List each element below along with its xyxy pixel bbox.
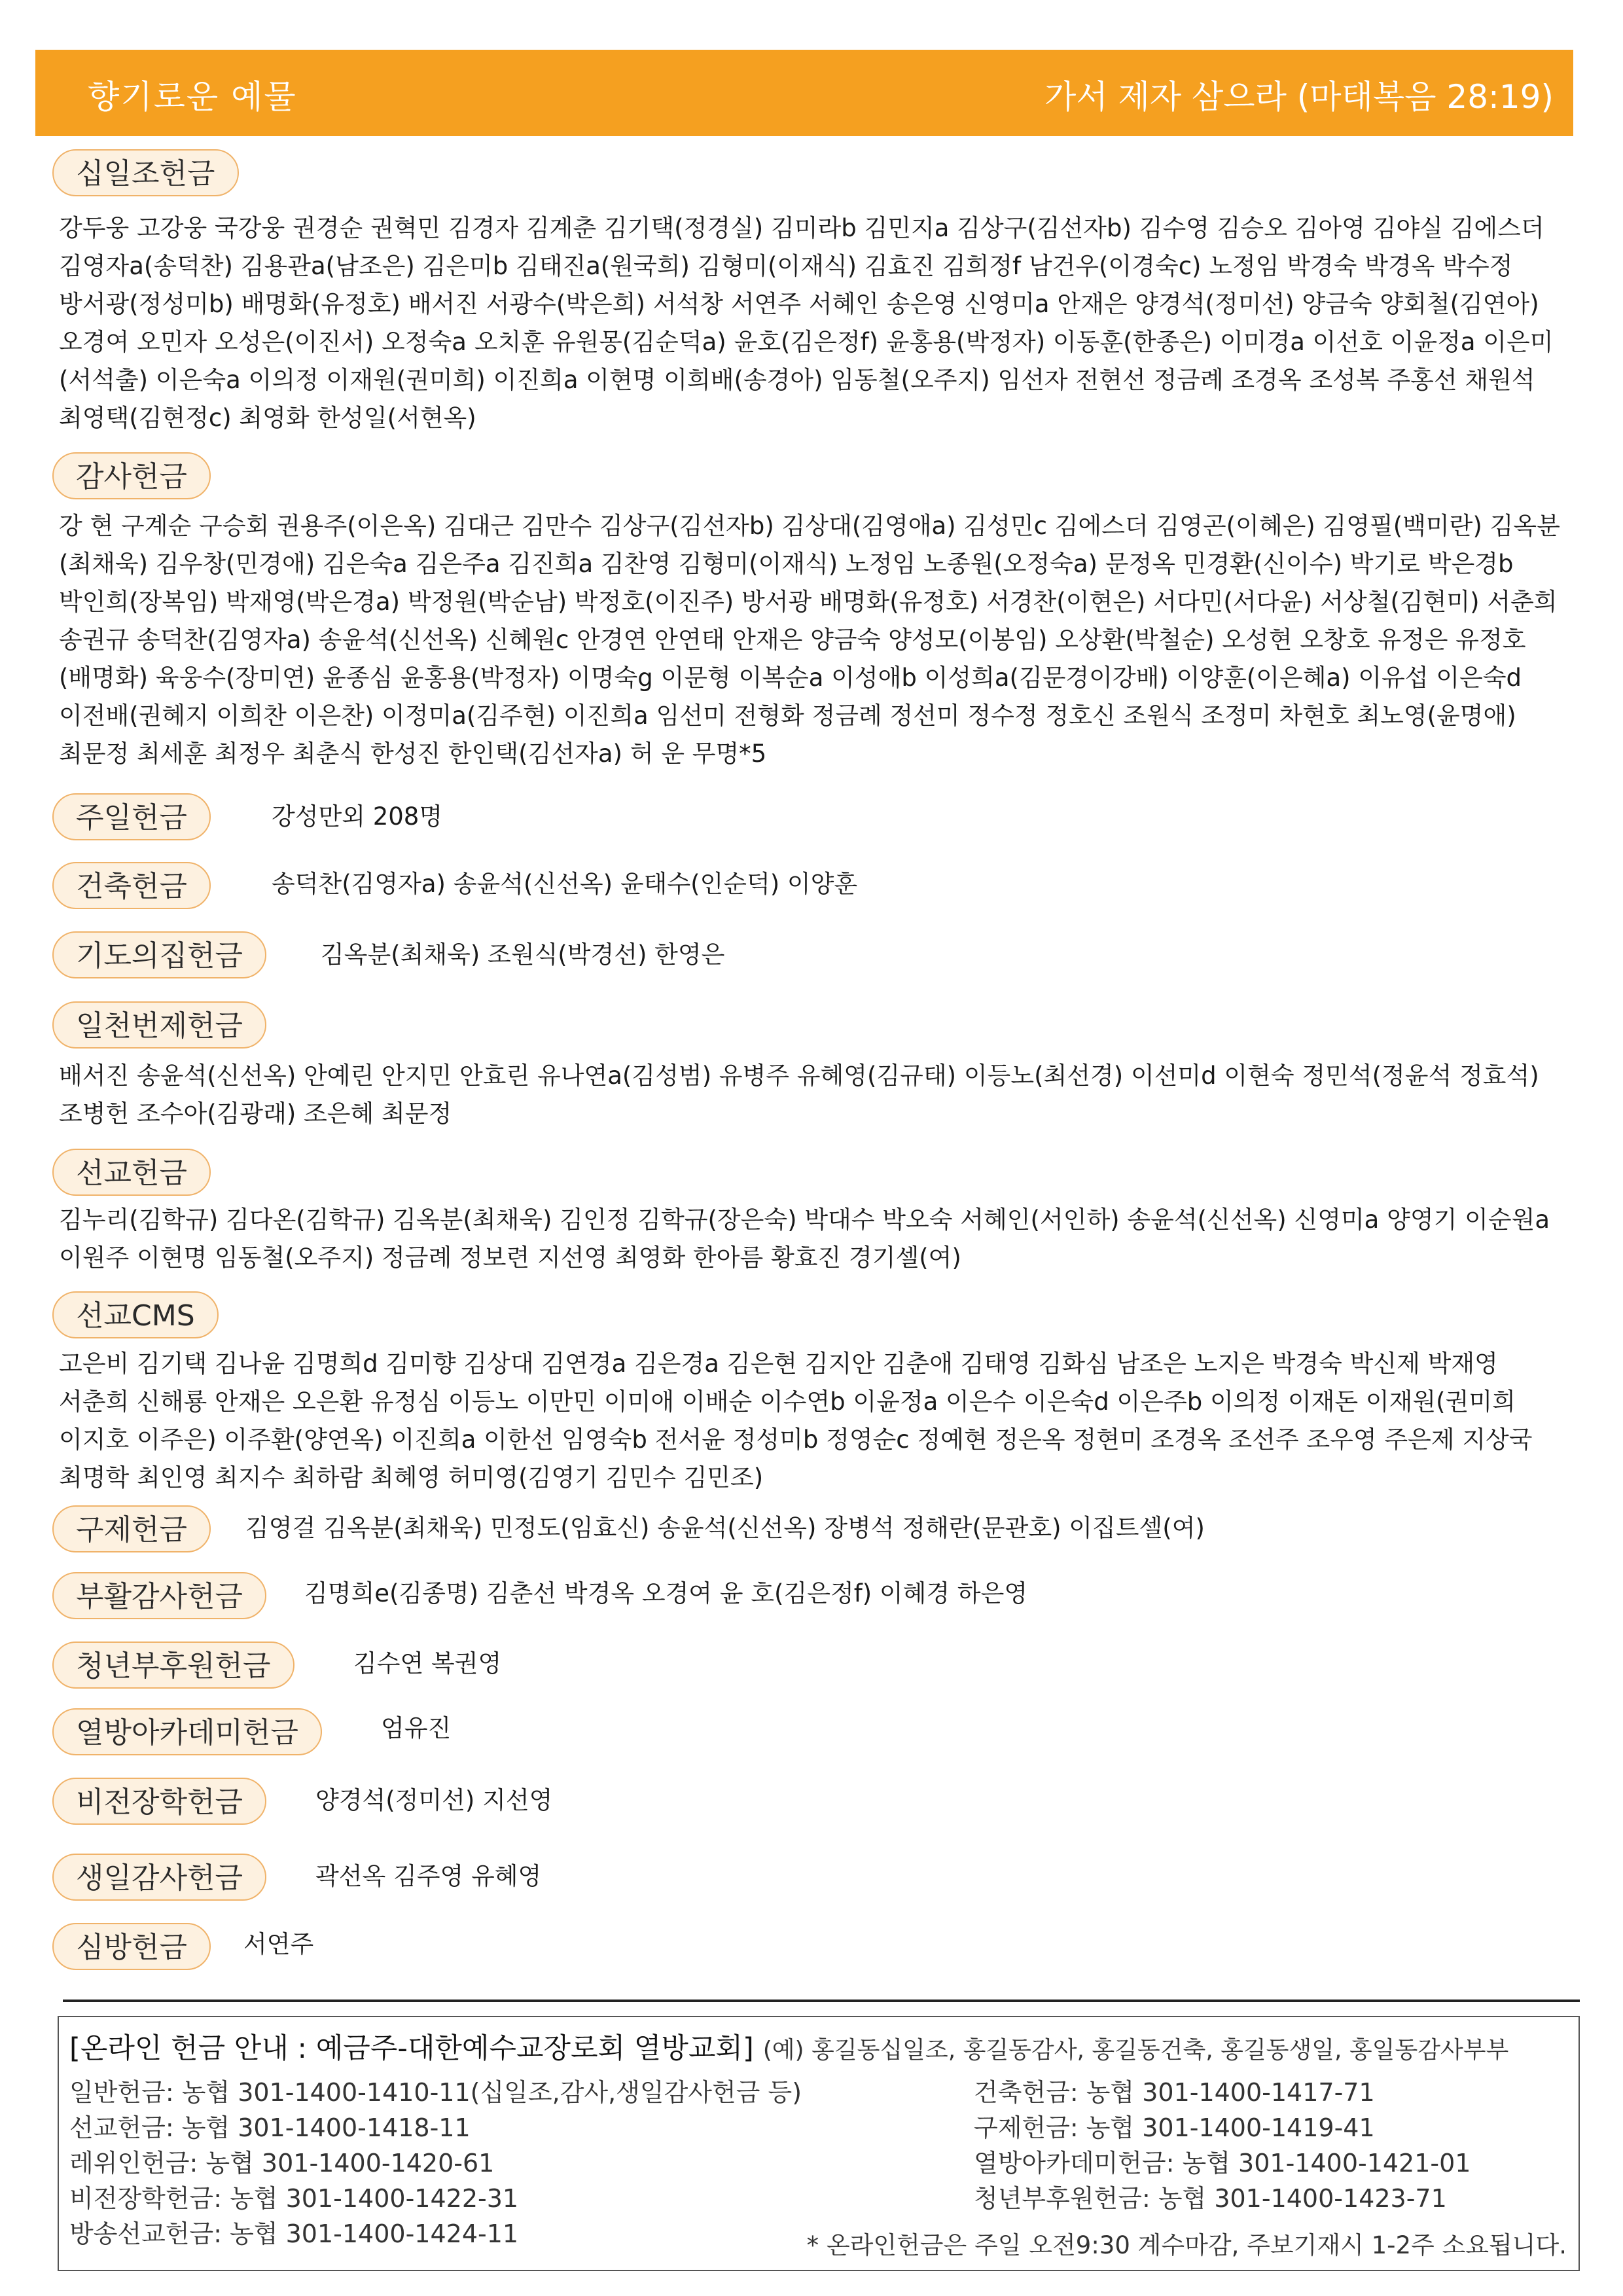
section-names-birthday: 곽선옥 김주영 유혜영 <box>315 1862 542 1890</box>
header-verse: 가서 제자 삼으라 (마태복음 28:19) <box>1044 78 1554 116</box>
section-label-vision: 비전장학헌금 <box>52 1778 266 1825</box>
account-right-1: 건축헌금: 농협 301-1400-1417-71 <box>974 2078 1375 2107</box>
section-label-academy: 열방아카데미헌금 <box>52 1708 322 1755</box>
account-right-3: 열방아카데미헌금: 농협 301-1400-1421-01 <box>974 2149 1471 2178</box>
section-names-prayer-house: 김옥분(최채욱) 조원식(박경선) 한영은 <box>321 941 725 969</box>
online-offering-title <box>69 2026 1508 2066</box>
online-note: * 온라인헌금은 주일 오전9:30 계수마감, 주보기재시 1-2주 소요됩니다. <box>806 2231 1567 2259</box>
section-label-sunday: 주일헌금 <box>52 793 211 840</box>
section-names-easter: 김명희e(김종명) 김춘선 박경옥 오경여 윤 호(김은정f) 이혜경 하은영 <box>304 1579 1028 1607</box>
section-label-prayer-house: 기도의집헌금 <box>52 931 266 978</box>
section-label-building: 건축헌금 <box>52 862 211 909</box>
section-names-mission-cms: 고은비 김기택 김나윤 김명희d 김미향 김상대 김연경a 김은경a 김은현 김지안 김춘애 김태영 김화심 남조은 노지은 박경숙 박신제 박재영 서춘희 신해룡 안재은 오은환 유정심 이등노 이만민 이미애 이배순 이수연b 이윤정a 이은수 이은숙d 이은주b 이의정 이재돈 이재원(권미희 이지호 이주은) 이주환(양연옥) 이진희a 이한선 임영숙b 전서윤 정성미b 정영순c 정예현 정은옥 정현미 조경옥 조선주 조우영 주은제 지상국 최명학 최인영 최지수 최하람 최혜영 허미영(김영기 김민수 김민조) <box>59 1350 1533 1492</box>
section-label-easter: 부활감사헌금 <box>52 1572 266 1619</box>
section-label-thanks: 감사헌금 <box>52 452 211 499</box>
section-label-youth: 청년부후원헌금 <box>52 1641 294 1689</box>
section-names-tithe: 강두웅 고강웅 국강웅 권경순 권혁민 김경자 김계춘 김기택(정경실) 김미라b 김민지a 김상구(김선자b) 김수영 김승오 김아영 김야실 김에스더 김영자a(송덕찬) 김용관a(남조은) 김은미b 김태진a(원국희) 김형미(이재식) 김효진 김희정f 남건우(이경숙c) 노정임 박경숙 박경옥 박수정 방서광(정성미b) 배명화(유정호) 배서진 서광수(박은희) 서석창 서연주 서혜인 송은영 신영미a 안재은 양경석(정미선) 양금숙 양회철(김연아) 오경여 오민자 오성은(이진서) 오정숙a 오치훈 유원몽(김순덕a) 윤호(김은정f) 윤홍용(박정자) 이동훈(한종은) 이미경a 이선호 이윤정a 이은미(서석출) 이은숙a 이의정 이재원(권미희) 이진희a 이현명 이희배(송경아) 임동철(오주지) 임선자 전현선 정금례 조경옥 조성복 주홍선 채원석 최영택(김현정c) 최영화 한성일(서현옥) <box>59 214 1554 432</box>
section-label-mission-cms: 선교CMS <box>52 1291 219 1338</box>
section-label-one-thousand: 일천번제헌금 <box>52 1001 266 1049</box>
online-example-text: (예) 홍길동십일조, 홍길동감사, 홍길동건축, 홍길동생일, 홍일동감사부부 <box>762 2037 1509 2064</box>
section-label-mission: 선교헌금 <box>52 1149 211 1196</box>
section-names-one-thousand: 배서진 송윤석(신선옥) 안예린 안지민 안효린 유나연a(김성범) 유병주 유혜영(김규태) 이등노(최선경) 이선미d 이현숙 정민석(정윤석 정효석) 조병헌 조수아(김광래) 조은혜 최문정 <box>59 1062 1539 1128</box>
online-offering-box <box>58 2016 1580 2271</box>
account-left-5: 방송선교헌금: 농협 301-1400-1424-11 <box>69 2219 519 2248</box>
section-names-thanks: 강 현 구계순 구승회 권용주(이은옥) 김대근 김만수 김상구(김선자b) 김상대(김영애a) 김성민c 김에스더 김영곤(이혜은) 김영필(백미란) 김옥분(최채욱) 김우창(민경애) 김은숙a 김은주a 김진희a 김찬영 김형미(이재식) 노정임 노종원(오정숙a) 문정옥 민경환(신이수) 박기로 박은경b 박인희(장복임) 박재영(박은경a) 박정원(박순남) 박정호(이진주) 방서광 배명화(유정호) 서경찬(이현은) 서다민(서다윤) 서상철(김현미) 서춘희 송권규 송덕찬(김영자a) 송윤석(신선옥) 신혜원c 안경연 안연태 안재은 양금숙 양성모(이봉임) 오상환(박철순) 오성현 오창호 유정은 유정호(배명화) 육웅수(장미연) 윤종심 윤홍용(박정자) 이명숙g 이문형 이복순a 이성애b 이성희a(김문경이강배) 이양훈(이은혜a) 이유섭 이은숙d 이전배(권혜지 이희찬 이은찬) 이정미a(김주현) 이진희a 임선미 전형화 정금례 정선미 정수정 정호신 조원식 조정미 차현호 최노영(윤명애) 최문정 최세훈 최정우 최춘식 한성진 한인택(김선자a) 허 운 무명*5 <box>59 512 1560 768</box>
footer-divider <box>63 2000 1580 2002</box>
section-names-vision: 양경석(정미선) 지선영 <box>315 1786 553 1814</box>
section-names-academy: 엄유진 <box>381 1714 452 1742</box>
section-names-youth: 김수연 복권영 <box>353 1649 502 1677</box>
section-names-sunday: 강성만외 208명 <box>272 802 443 831</box>
account-left-3: 레위인헌금: 농협 301-1400-1420-61 <box>69 2149 495 2178</box>
section-label-visitation: 심방헌금 <box>52 1923 211 1970</box>
account-right-4: 청년부후원헌금: 농협 301-1400-1423-71 <box>974 2184 1447 2213</box>
page-header <box>35 50 1573 136</box>
account-left-2: 선교헌금: 농협 301-1400-1418-11 <box>69 2113 471 2142</box>
section-names-building: 송덕찬(김영자a) 송윤석(신선옥) 윤태수(인순덕) 이양훈 <box>272 870 858 898</box>
account-left-4: 비전장학헌금: 농협 301-1400-1422-31 <box>69 2184 519 2213</box>
section-names-mission: 김누리(김학규) 김다온(김학규) 김옥분(최채욱) 김인정 김학규(장은숙) 박대수 박오숙 서혜인(서인하) 송윤석(신선옥) 신영미a 양영기 이순원a 이원주 이현명 임동철(오주지) 정금례 정보련 지선영 최영화 한아름 황효진 경기셀(여) <box>59 1206 1550 1272</box>
account-left-1: 일반헌금: 농협 301-1400-1410-11(십일조,감사,생일감사헌금 등) <box>69 2078 802 2107</box>
section-names-relief: 김영걸 김옥분(최채욱) 민정도(임효신) 송윤석(신선옥) 장병석 정해란(문관호) 이집트셀(여) <box>245 1514 1205 1542</box>
online-title-text: [온라인 헌금 안내 : 예금주-대한예수교장로회 열방교회] <box>69 2032 754 2065</box>
section-label-tithe: 십일조헌금 <box>52 149 239 196</box>
section-label-birthday: 생일감사헌금 <box>52 1854 266 1901</box>
account-right-2: 구제헌금: 농협 301-1400-1419-41 <box>974 2113 1375 2142</box>
section-label-relief: 구제헌금 <box>52 1505 211 1552</box>
section-names-visitation: 서연주 <box>243 1930 314 1958</box>
header-title: 향기로운 예물 <box>88 78 297 116</box>
